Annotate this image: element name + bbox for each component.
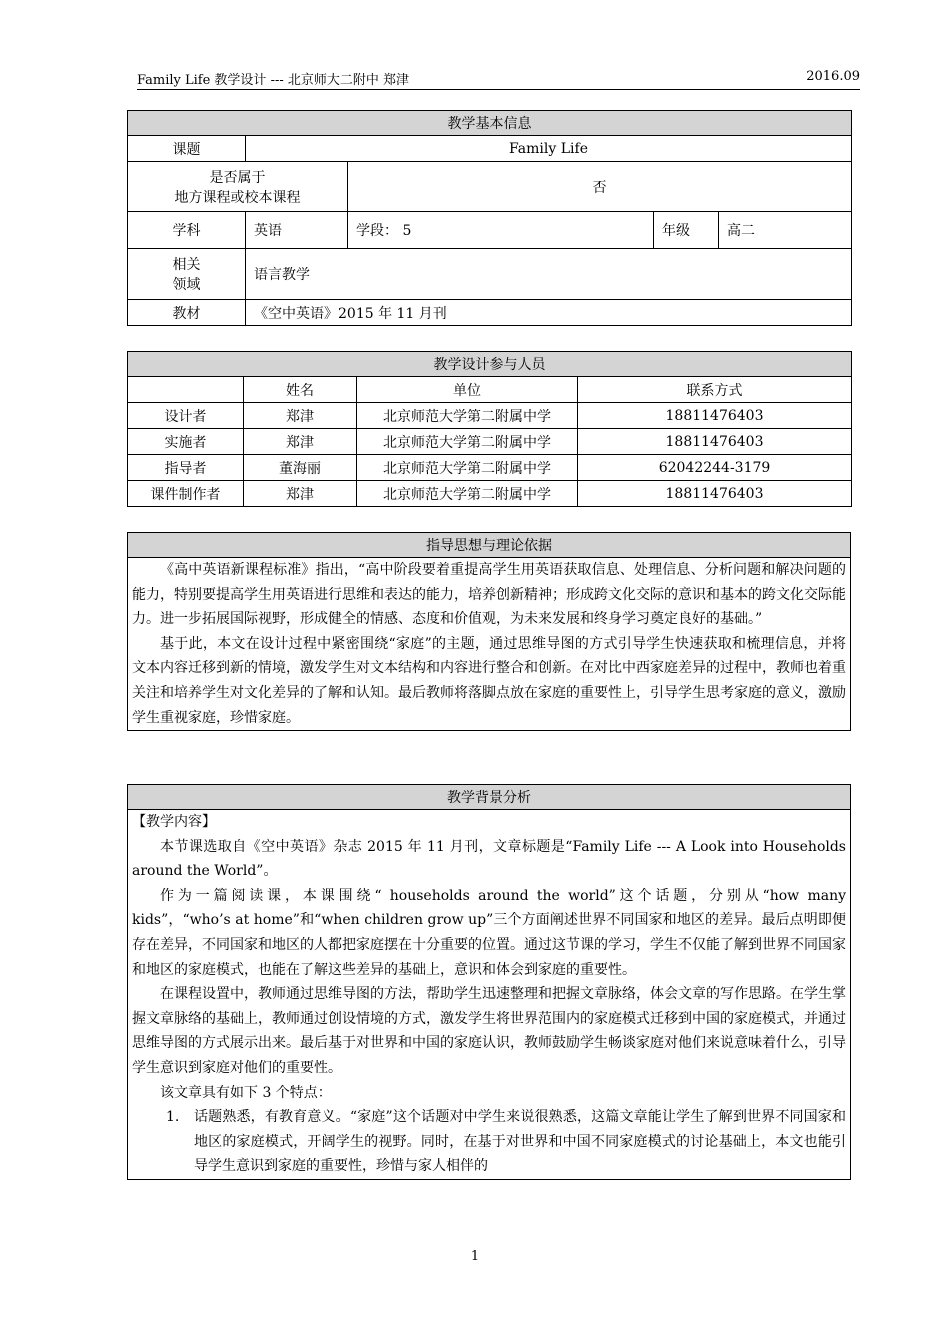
local-course-label-line1: 是否属于	[209, 169, 266, 186]
stage-label: 学段： 5	[348, 212, 654, 249]
table-row	[128, 481, 852, 507]
participants-header-cell: 姓名	[244, 377, 357, 403]
field-label-line1: 相关	[172, 257, 201, 273]
table-row	[128, 429, 852, 455]
background-paragraph-4: 该文章具有如下 3 个特点：	[160, 1084, 332, 1101]
topic-label: 课题	[128, 136, 246, 162]
participants-header-cell: 联系方式	[578, 377, 852, 403]
participants-table	[127, 351, 852, 507]
topic-value: Family Life	[246, 136, 852, 162]
guiding-paragraph-1: 《高中英语新课程标准》指出，“高中阶段要着重提高学生用英语获取信息、处理信息、分析问题和解决问题的能力，特别要提高学生用英语进行思维和表达的能力，培养创新精神；形成跨文化交际的意识和基本的跨文化交际能力。进一步拓展国际视野，形成健全的情感、态度和价值观，为未来发展和终身学习奠定良好的基础。”	[132, 562, 846, 628]
field-label	[128, 249, 246, 300]
header-date: 2016.09	[806, 69, 860, 84]
role-cell: 指导者	[128, 455, 244, 481]
grade-label: 年级	[654, 212, 719, 249]
background-body	[128, 810, 851, 1180]
unit-cell: 北京师范大学第二附属中学	[357, 455, 578, 481]
local-course-label-line2: 地方课程或校本课程	[174, 189, 301, 206]
contact-cell: 18811476403	[578, 429, 852, 455]
field-value: 语言教学	[246, 249, 852, 300]
local-course-label	[128, 162, 348, 212]
role-cell: 课件制作者	[128, 481, 244, 507]
list-item	[132, 1105, 846, 1179]
contact-cell: 18811476403	[578, 403, 852, 429]
role-cell: 设计者	[128, 403, 244, 429]
role-cell: 实施者	[128, 429, 244, 455]
participants-heading: 教学设计参与人员	[128, 352, 852, 377]
unit-cell: 北京师范大学第二附属中学	[357, 481, 578, 507]
guiding-body	[128, 558, 851, 731]
guiding-table	[127, 532, 851, 731]
header-title: Family Life 教学设计 --- 北京师大二附中 郑津	[137, 73, 410, 88]
list-item-number: 1.	[166, 1109, 180, 1126]
field-label-line2: 领域	[172, 277, 201, 293]
table-row	[128, 403, 852, 429]
name-cell: 郑津	[244, 429, 357, 455]
page-header	[137, 69, 860, 90]
contact-cell: 18811476403	[578, 481, 852, 507]
basic-info-table	[127, 110, 852, 326]
guiding-heading: 指导思想与理论依据	[128, 533, 851, 558]
material-value: 《空中英语》2015 年 11 月刊	[246, 300, 852, 326]
local-course-value: 否	[348, 162, 852, 212]
material-label: 教材	[128, 300, 246, 326]
background-paragraph-3: 在课程设置中，教师通过思维导图的方法，帮助学生迅速整理和把握文章脉络，体会文章的写作思路。在学生掌握文章脉络的基础上，教师通过创设情境的方式，激发学生将世界范围内的家庭模式迁移到中国的家庭模式，并通过思维导图的方式展示出来。最后基于对世界和中国的家庭认识，教师鼓励学生畅谈家庭对他们来说意味着什么，引导学生意识到家庭对他们的重要性。	[132, 986, 846, 1076]
background-table	[127, 784, 851, 1180]
basic-info-heading: 教学基本信息	[128, 111, 852, 136]
subject-value: 英语	[246, 212, 348, 249]
name-cell: 董海丽	[244, 455, 357, 481]
participants-header-cell: 单位	[357, 377, 578, 403]
background-paragraph-2: 作为一篇阅读课，本课围绕“ households around the world”这个话题，分别从“how many kids”，“who’s at home”和“when children grow up”三个方面阐述世界不同国家和地区的差异。最后点明即便存在差异，不同国家和地区的人都把家庭摆在十分重要的位置。通过这节课的学习，学生不仅能了解到世界不同国家和地区的家庭模式，也能在了解这些差异的基础上，意识和体会到家庭的重要性。	[132, 887, 846, 978]
unit-cell: 北京师范大学第二附属中学	[357, 403, 578, 429]
name-cell: 郑津	[244, 403, 357, 429]
name-cell: 郑津	[244, 481, 357, 507]
teaching-content-subheading: 【教学内容】	[132, 814, 216, 830]
list-item-text: 话题熟悉，有教育意义。“家庭”这个话题对中学生来说很熟悉，这篇文章能让学生了解到世界不同国家和地区的家庭模式，开阔学生的视野。同时，在基于对世界和中国不同家庭模式的讨论基础上，本文也能引导学生意识到家庭的重要性，珍惜与家人相伴的	[194, 1109, 846, 1175]
participants-header-cell	[128, 377, 244, 403]
guiding-paragraph-2: 基于此，本文在设计过程中紧密围绕“家庭”的主题，通过思维导图的方式引导学生快速获取和梳理信息，并将文本内容迁移到新的情境，激发学生对文本结构和内容进行整合和创新。在对比中西家庭差异的过程中，教师也着重关注和培养学生对文化差异的了解和认知。最后教师将落脚点放在家庭的重要性上，引导学生思考家庭的意义，激励学生重视家庭，珍惜家庭。	[132, 635, 846, 726]
table-row	[128, 455, 852, 481]
page-number: 1	[470, 1249, 480, 1264]
subject-label: 学科	[128, 212, 246, 249]
unit-cell: 北京师范大学第二附属中学	[357, 429, 578, 455]
background-heading: 教学背景分析	[128, 785, 851, 810]
grade-value: 高二	[719, 212, 852, 249]
contact-cell: 62042244-3179	[578, 455, 852, 481]
background-paragraph-1: 本节课选取自《空中英语》杂志 2015 年 11 月刊，文章标题是“Family Life --- A Look into Households around the World”。	[132, 838, 846, 880]
